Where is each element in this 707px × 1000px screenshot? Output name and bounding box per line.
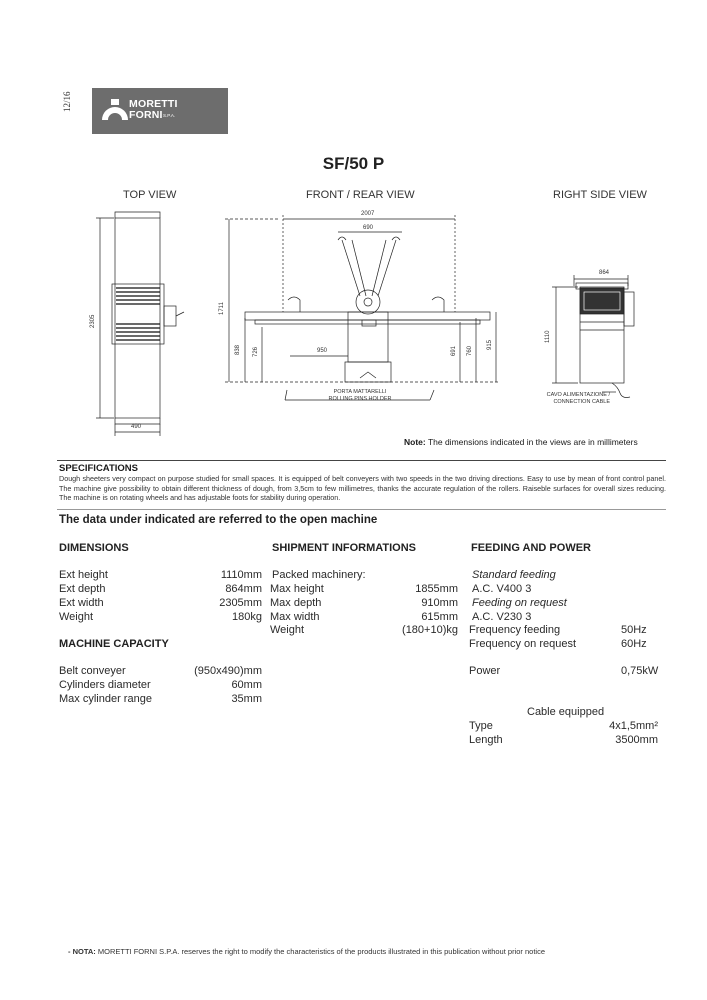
dim-label-ext-width: Ext width <box>59 597 104 609</box>
dim-front-838: 838 <box>235 344 241 355</box>
units-note-label: Note: <box>404 437 426 447</box>
cable-length-label: Length <box>469 734 503 746</box>
footer-text: MORETTI FORNI S.P.A. reserves the right to modify the characteristics of the products illustrated in this publication without prior notice <box>95 947 545 956</box>
technical-drawing <box>0 0 707 450</box>
power-value: 0,75kW <box>621 665 659 677</box>
ship-value-width: 615mm <box>421 611 458 623</box>
cap-value-range: 35mm <box>231 693 262 705</box>
top-view-label: TOP VIEW <box>123 189 177 201</box>
power-on-request: Feeding on request <box>472 597 567 609</box>
ship-value-weight: (180+10)kg <box>402 624 458 636</box>
dim-side-height: 1110 <box>545 330 551 343</box>
divider-bottom <box>57 509 666 510</box>
power-title: FEEDING AND POWER <box>471 542 591 554</box>
cable-caption <box>520 392 610 406</box>
ship-label-weight: Weight <box>270 624 305 636</box>
cap-value-diameter: 60mm <box>231 679 262 691</box>
footer-note <box>68 947 545 956</box>
cap-label-belt: Belt conveyer <box>59 665 126 677</box>
dim-label-ext-height: Ext height <box>59 569 108 581</box>
shipment-title: SHIPMENT INFORMATIONS <box>272 542 417 554</box>
dim-front-691: 691 <box>451 345 457 356</box>
dim-label-ext-depth: Ext depth <box>59 583 106 595</box>
brand-suffix: S.P.A. <box>163 113 176 118</box>
ship-label-width: Max width <box>270 611 320 623</box>
cap-label-diameter: Cylinders diameter <box>59 679 151 691</box>
dimensions-title: DIMENSIONS <box>59 542 129 554</box>
dim-value-ext-height: 1110mm <box>220 569 262 581</box>
ship-label-height: Max height <box>270 583 324 595</box>
shipment-packed: Packed machinery: <box>272 569 366 581</box>
specifications-title: SPECIFICATIONS <box>59 463 138 474</box>
cable-type-value: 4x1,5mm² <box>609 720 658 732</box>
footer-label: - NOTA: <box>68 947 96 956</box>
power-standard: Standard feeding <box>472 569 556 581</box>
brand-name-line2: FORNI <box>129 109 163 121</box>
open-machine-note: The data under indicated are referred to the open machine <box>59 514 378 526</box>
cable-length-value: 3500mm <box>615 734 658 746</box>
dim-value-weight: 180kg <box>232 611 262 623</box>
dim-front-726: 726 <box>253 346 259 357</box>
cap-label-range: Max cylinder range <box>59 693 152 705</box>
cable-type-label: Type <box>469 720 493 732</box>
front-view-label: FRONT / REAR VIEW <box>306 189 415 201</box>
cable-caption-en: CONNECTION CABLE <box>553 399 610 405</box>
power-freq-req-label: Frequency on request <box>469 638 577 650</box>
dim-top-width: 2305 <box>90 314 96 328</box>
dim-value-ext-depth: 864mm <box>225 583 262 595</box>
ship-value-height: 1855mm <box>415 583 458 595</box>
brand-name-line1: MORETTI <box>129 98 178 110</box>
ship-label-depth: Max depth <box>270 597 322 609</box>
units-note-text: The dimensions indicated in the views are in millimeters <box>425 437 638 447</box>
units-note <box>404 437 638 447</box>
dim-front-height: 1711 <box>219 302 225 315</box>
pins-holder-caption-it: PORTA MATTARELLI <box>333 389 387 395</box>
dim-front-760: 760 <box>467 345 473 356</box>
capacity-title: MACHINE CAPACITY <box>59 638 169 650</box>
dim-front-opening: 690 <box>363 225 374 231</box>
dim-label-weight: Weight <box>59 611 94 623</box>
power-freq-req-value: 60Hz <box>621 638 647 650</box>
dim-front-belt: 950 <box>317 348 328 354</box>
ship-value-depth: 910mm <box>421 597 458 609</box>
power-freq-label: Frequency feeding <box>469 624 561 636</box>
page-number: 12/16 <box>62 91 72 112</box>
power-freq-value: 50Hz <box>621 624 647 636</box>
pins-holder-caption <box>300 389 420 403</box>
dim-side-depth: 864 <box>599 270 610 276</box>
dim-top-depth: 490 <box>131 424 142 430</box>
power-v230: A.C. V230 3 <box>472 611 532 623</box>
dim-value-ext-width: 2305mm <box>219 597 262 609</box>
dim-front-width: 2007 <box>361 211 375 217</box>
pins-holder-caption-en: ROLLING PINS HOLDER <box>328 396 392 402</box>
specifications-text: Dough sheeters very compact on purpose studied for small spaces. It is equipped of belt conveyers with two speeds in the two driving directions. Easy to use by mean of front control panel. The machine give possibility to obtain different thickness of dough, from 3,5cm to few millimetres, thanks the accurate regulation of the rollers. Raiseble surfaces for overall sizes reducing. The machine is on rotating wheels and has adjustable foots for stability during operation. <box>59 474 666 503</box>
cable-title: Cable equipped <box>527 706 605 718</box>
divider-top <box>57 460 666 461</box>
power-v400: A.C. V400 3 <box>472 583 532 595</box>
model-title: SF/50 P <box>322 154 385 173</box>
power-label: Power <box>469 665 501 677</box>
side-view-label: RIGHT SIDE VIEW <box>553 189 647 201</box>
cap-value-belt: (950x490)mm <box>194 665 262 677</box>
cable-caption-it: CAVO ALIMENTAZIONE / <box>546 392 610 398</box>
dim-front-915: 915 <box>487 339 493 350</box>
